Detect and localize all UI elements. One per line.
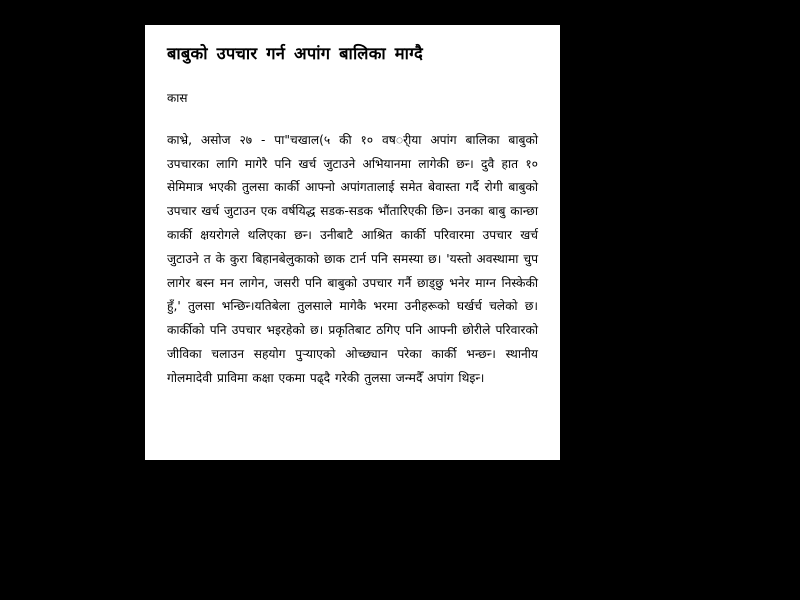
article-body-text: काभ्रे, असोज २७ - पा"चखाल(५ की १० वषर्ीया अपांग बालिका बाबुको उपचारका लागि मागेरै पनि खर्च जुटाउने अभियानमा लागेकी छन्‍। दुवै हात १० सेमिमात्र भएकी तुलसा कार्की आफ्नो अपांगतालाई समेत बेवास्ता गर्दै रोगी बाबुको उपचार खर्च जुटाउन एक वर्षयिद्ध सडक-सडक भौंतारिएकी छिन्‍। उनका बाबु कान्छा कार्की क्षयरोगले थलिएका छन्‍। उनीबाटै आश्रित कार्की परिवारमा उपचार खर्च जुटाउने त के कुरा बिहानबेलुकाको छाक टार्न पनि समस्या छ। 'यस्तो अवस्थामा चुप लागेर बस्न मन लागेन, जसरी पनि बाबुको उपचार गर्नै छाड्छु भनेर माग्न निस्केकी हुँ,' तुलसा भन्छिन्‍।यतिबेला तुलसाले मागेकै भरमा उनीहरूको घर्खर्च चलेको छ। कार्कीको पनि उपचार भइरहेको छ। प्रकृतिबाट ठगिए पनि आफ्नी छोरीले परिवारको जीविका चलाउन सहयोग पुर्‍याएको ओच्छ्यान परेका कार्की भन्छन्‍। स्थानीय गोलमादेवी प्रावि‍मा कक्षा एकमा पढ्दै गरेकी तुलसा जन्मदैँ अपांग थिइन्‍। [167, 132, 538, 385]
article-card [145, 25, 560, 460]
page-title: बाबुको उपचार गर्न अपांग बालिका माग्दै [167, 44, 423, 63]
article-byline: कास [167, 91, 188, 106]
